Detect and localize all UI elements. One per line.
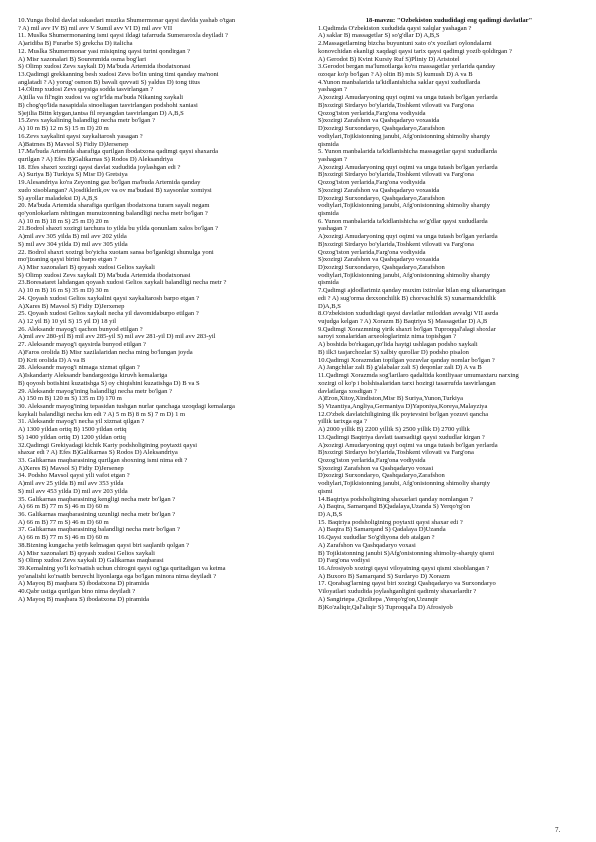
right-column-lines bbox=[318, 25, 580, 612]
text-line: A) Baqtra B) Samarqand S) Qadalaya D)Uzanda bbox=[318, 526, 446, 534]
text-line: vodiylari,Tojikistonning janubi, Afg'onistonning shimoliy sharqiy bbox=[318, 132, 491, 140]
text-line: 22. Bodrol shaxri xozirgi bo'yicha xuotam sansa bo'lgankigi shunulga yoni bbox=[18, 248, 214, 256]
text-line: yashagan ? bbox=[318, 225, 347, 233]
right-column bbox=[318, 17, 580, 611]
text-line: A) 10 m B) 16 m S) 35 m D) 30 m bbox=[18, 287, 109, 295]
text-line: 14.Olimp xudosi Zevs qaysiga sodda tasvirlangan ? bbox=[18, 86, 154, 94]
text-line: A) 150 m B) 120 m S) 135 m D) 170 m bbox=[18, 395, 122, 403]
text-line: S) mil avv 453 yilda D) mil avv 203 yilda bbox=[18, 487, 128, 495]
text-line: S) mil avv 304 yilda D) mil avv 305 yilda bbox=[18, 240, 128, 248]
text-line: A) 66 m B) 77 m S) 46 m D) 60 m bbox=[18, 518, 109, 526]
text-line: 21.Bodrol shaxri xozirgi tarchura to yilda bu yilda qonunlam xalos bo'lgan ? bbox=[18, 225, 218, 233]
text-line: 2.Massagetlarning bizcha buyuntuni xato o'x yozilari oylondalarni bbox=[318, 40, 492, 48]
text-line: A)Xares B) Mavsol S) Fidiy D)Jerxenep bbox=[18, 302, 125, 310]
text-line: A)xozirgi Amudaryoning quyi oqimi va unga tutash bo'lgan yerlarda bbox=[318, 94, 498, 102]
text-line: 9.Qadimgi Xorazmning yirik shaxri bo'lgan Tuproqqal'alagi shoxlar bbox=[318, 325, 496, 333]
text-line: vujudga kelgan ? A) Xorazm B) Baqtriya S) Massagetlar D) A,B bbox=[318, 318, 488, 326]
text-line: 10.Yunga ibolid davlat sukasdari muzika Shumermonar qaysi davlda yashab o'tgan bbox=[18, 17, 236, 24]
text-line: A) Gerodot B) Kvint Kursiy Ruf S)Pliniy D) Aristotel bbox=[318, 55, 460, 63]
text-line: 30. Aleksandr mayog'ining tepasidan tushgan nurlar qanchaga uzoqdagi kemalarga bbox=[18, 402, 235, 410]
text-line: A) Misr xazonalari B) Sourenmida osma bog'lari bbox=[18, 55, 147, 63]
text-line: S)xozirgi Zarafshon va Qashqadaryo voxasida bbox=[318, 117, 440, 125]
text-line: D)A,B,S bbox=[318, 302, 341, 310]
text-line: 17.Ma'buda Artemida sharafiga qurilgan ibodatxona qadimgi qaysi shaxarda bbox=[18, 148, 219, 156]
text-line: B)xozirgi Sirdaryo bo'ylarida,Toshkent vilovati va Farg'ona bbox=[318, 240, 474, 248]
page-number: 7. bbox=[555, 826, 561, 834]
text-line: 29. Aleksandr mayog'ining balandligi necha metr bo'lgan ? bbox=[18, 387, 172, 395]
text-line: 4.Yunon manbalarida ta'kidlanishicha saklar qaysi xududlarda bbox=[318, 78, 481, 86]
text-line: A)xozirgi Amudaryoning quyi oqimi va unga tutash bo'lgan yerlarda bbox=[318, 441, 498, 449]
text-line: A) 66 m B) 77 m S) 46 m D) 60 m bbox=[18, 534, 109, 542]
text-line: Qozog'iston yerlarida,Farg'ona vodiysida bbox=[318, 248, 426, 256]
text-line: 17. Qorabag'larning qaysi biri xozirgi Qashqadaryo va Surxondaryo bbox=[318, 580, 496, 588]
text-line: A) Misr xazonalari B) qoyash xudosi Gelios xaykali bbox=[18, 264, 155, 271]
text-line: A)xozirgi Amudaryoning quyi oqimi va unga tutash bo'lgan yerlarda bbox=[318, 163, 498, 171]
text-line: S) 1400 yildan ortiq D) 1200 yildan ortiq bbox=[18, 433, 126, 441]
text-line: 10.Qadimgi Xorazmdan topilgan yozuvlar qanday nomlar bo'lgan ? bbox=[318, 356, 495, 364]
text-line: S)xozirgi Zarafshon va Qashqadaryo voxasida bbox=[318, 186, 440, 194]
text-line: S) Vizantiya,Angliya,Germaniya D)Yaponiya,Koreya,Malayziya bbox=[318, 402, 488, 410]
text-line: 12.O'zbek davlatchiligining ilk poytevsini bo'lgan yozuvi qancha bbox=[318, 410, 489, 418]
text-line: A)aridiba B) Furarbe S) grekcha D) italicha bbox=[18, 40, 133, 48]
text-line: Qozog'iston yerlarida,Farg'ona vodiysida bbox=[318, 179, 426, 187]
text-line: A) 12 yil B) 10 yil S) 15 yil D) 18 yil bbox=[18, 318, 117, 326]
text-line: A) 66 m B) 77 m S) 46 m D) 60 m bbox=[18, 503, 109, 511]
text-line: A)Xeres B) Mavsol S) Fidiy D)Jersenep bbox=[18, 464, 124, 472]
text-line: 37. Galikarnas maqbarasining balandligi necha metr bo'lgan ? bbox=[18, 526, 180, 534]
text-line: qismida bbox=[318, 140, 339, 148]
text-line: 14.Baqtriya podsholigining shaxarlari qanday nomlangan ? bbox=[318, 495, 473, 503]
section-heading: 18-mavzu: "Ozbekiston xududidagi eng qadimgi davlatlar" bbox=[365, 17, 533, 24]
text-line: A)Eron,Xitoy,Xindiston,Misr B) Suriya,Yunon,Turkiya bbox=[318, 395, 464, 403]
text-line: D)xozirgi Surxondaryo, Qashqadaryo,Zarafshon bbox=[318, 264, 445, 271]
text-line: A) 10 m B) 12 m S) 15 m D) 20 m bbox=[18, 125, 109, 133]
text-line: B) ilk3 tasjarchozlar S) xalbiy qurollar D) podsho pisalon bbox=[318, 348, 469, 356]
text-line: A)Batrnes B) Mavsol S) Fidiy D)Jersenep bbox=[18, 140, 129, 148]
text-line: A)xozirgi Amudaryoning quyi oqimi va unga tutash bo'lgan yerlarda bbox=[318, 233, 498, 241]
text-line: B)Ko'zaliqir,Qal'aliqir S) Tuproqqal'a D) Afrosiyob bbox=[318, 603, 453, 611]
text-line: S)ejilia Bittn ktygan,tantsa fil reyangdan tasvirlangan D) A,B,S bbox=[18, 109, 184, 117]
text-line: Viloyatlari xududida joylashganligini qadimiy shaxarlardir ? bbox=[318, 588, 477, 596]
text-line: A) boshida bo'rkagan,qo'lida haytgi ushlagan podsho xaykali bbox=[318, 341, 478, 349]
text-line: S) Olimp xudosi Zevs xaykali D) Galikarnas maqbarasi bbox=[18, 557, 164, 565]
text-line: 8.O'zbekiston xududidagi qaysi davlatlar miloddan avvalgi VII asrda bbox=[318, 310, 499, 318]
text-line: 27. Aleksandr mayog'i qaysirda bunyod etilgan ? bbox=[18, 341, 146, 349]
text-line: 24. Qoyash xudosi Gelios xaykalini qaysi xaykaltarosh barpo etgan ? bbox=[18, 294, 200, 302]
text-line: A)Faros orolida B) Misr xazilalaridan necha ming bo'lungan joyda bbox=[18, 348, 193, 356]
text-line: A) Buxoro B) Samarqand S) Surdaryo D) Xorazm bbox=[318, 572, 450, 580]
text-line: 23.Boresataret lahdangan qoyash xudosi Gelios xaykali balandligi necha metr ? bbox=[18, 279, 227, 287]
text-line: S) ayollar maladeksi D) A,B,S bbox=[18, 194, 98, 202]
text-line: vodiylari,Tojikistonning janubi, Afg'onistonning shimoliy sharqiy bbox=[318, 271, 491, 279]
text-line: S) Olimp xudosi Zevs xaykali D) Ma'buda Artemida ibodatxonasi bbox=[18, 63, 191, 71]
text-line: 13.Qadimgi Baqtriya davlati taarsadiigi qaysi xududlar kirgan ? bbox=[318, 433, 485, 441]
text-line: A)Iskandariy Aleksandr bandargoxiga kiruvh kemalariga bbox=[18, 372, 168, 380]
text-line: vodiylari,Tojikistonning janubi, Afg'onistonning shimoliy sharqiy bbox=[318, 202, 491, 210]
text-line: A) saklar B) massagetlar S) so'g'dlar D) A,B,S bbox=[318, 32, 440, 40]
text-line: yo'analishi ko'rsatib beruvchi liyonlarga ega bo'lgan minora nima deyiladi ? bbox=[18, 572, 217, 580]
text-line: 31. Aleksandr mayog'i necha yil xizmat qilgan ? bbox=[18, 418, 145, 426]
text-line: qo'yonlokarlam rshtingan munuizonning balandligi necha metr bo'lgan ? bbox=[18, 209, 208, 217]
text-line: 38.Bizning kungacha yetib kelmagan qaysi biri saqlanib qolgan ? bbox=[18, 541, 190, 549]
text-line: B)xozirgi Sirdaryo bo'ylarida,Toshkent vilovati va Farg'ona bbox=[318, 101, 474, 109]
text-line: 40.Qabr ustiga qurilgan bino nima deyiladi ? bbox=[18, 588, 136, 596]
text-line: A) Sangirtepa ,Qiziltepa ,Yerqo'rg'on,Uzunqir bbox=[318, 595, 439, 603]
text-line: yillik tarixga ega ? bbox=[318, 418, 367, 426]
text-line: D)xozirgi Surxondaryo, Qashqadaryo,Zarafshon bbox=[318, 194, 445, 202]
text-line: D) Farg'ona vodiysi bbox=[318, 557, 370, 565]
text-line: 36. Galikarnas maqbarasining uzunligi necha metr bo'lgan ? bbox=[18, 511, 176, 518]
text-line: 3.Gerodot bergan ma'lumotlarga ko'ra massagetlar yerlarida qanday bbox=[318, 63, 496, 71]
text-line: qismida bbox=[318, 209, 339, 217]
text-line: 16.Qaysi xududlar So'g'diyona deb atalgan ? bbox=[318, 534, 435, 542]
text-line: A) 2000 yillik B) 2200 yillik S) 2500 yillik D) 2700 yillik bbox=[318, 426, 470, 434]
text-line: 39.Kemalning yo'li ko'rsatish uchun chirogni qaysi og'iga quritadigan va keima bbox=[18, 565, 226, 573]
text-line: anglatadi ? A) yorug' osmon B) bavali quvvati S) yaldus D) tong titus bbox=[18, 78, 200, 86]
text-line: A)tilla va fil'ngin xudosi va og'ir'lda ma'buda Nikaning xaykali bbox=[18, 94, 184, 102]
text-line: S) Olimp xudosi Zevs xaykali D) Ma'buda Artemida ibodatxonasi bbox=[18, 271, 191, 279]
text-line: 28. Aleksandr mayog'i nimaga xizmat qilgan ? bbox=[18, 364, 140, 372]
text-line: B) chog'qo'lida nasapidala sinoeliagan tasvirlangan podshohi xaniasi bbox=[18, 101, 198, 109]
text-line: 5. Yunon manbalarida ta'kidlanishicha massagetlar qaysi xududlarda bbox=[318, 148, 497, 156]
text-line: 11. Muslka Shumermonaning ismi qaysi ildagi tafarruda Sumeraroxla deyiladi ? bbox=[18, 32, 228, 40]
text-line: B)xozirgi Sirdaryo bo'ylarida,Toshkent vilovati va Farg'ona bbox=[318, 171, 474, 179]
text-line: D) Krit orolida D) A va B bbox=[18, 356, 86, 364]
text-line: davlatlarga xosdigan ? bbox=[318, 387, 377, 395]
text-line: 7.Qadimgi ajdodlarimiz qanday muxim ixtirolar bilan eng ulkanaringan bbox=[318, 287, 506, 295]
text-line: ozoqar ko'p bo'lgan ? A) oltin B) mis S) kumush D) A va B bbox=[318, 71, 473, 79]
text-line: qurilgan ? A) Efes B)Galikarnas S) Rodos D) Aleksandriya bbox=[18, 155, 173, 163]
text-line: S)xozirgi Zarafshon va Qashqadaryo voxasi bbox=[318, 464, 434, 472]
text-line: 25. Qoyash xudosi Gelios xaykali necha yil davomidaburpo etilgan ? bbox=[18, 310, 199, 318]
text-line: 34. Podsho Mavsol qaysi yili vafot etgan ? bbox=[18, 472, 130, 480]
text-line: shaxar edi ? A) Efes B)Galikarnas S) Rodos D) Aleksandriya bbox=[18, 449, 178, 457]
text-line: D) A,B,S bbox=[318, 511, 343, 518]
text-line: A) Zarafshon va Qashqadaryo voxasi bbox=[318, 541, 416, 549]
text-line: 12. Muslka Shumermonar yasi misiqning qaysi turini qondirgan ? bbox=[18, 47, 191, 55]
text-line: A)mil avv 25 yilda B) mil avv 353 yilda bbox=[18, 480, 124, 488]
text-line: 35. Galikarnas maqbarasining kengligi necha metr bo'lgan ? bbox=[18, 495, 176, 503]
text-line: konovchidan ekanligi xaqdagi qaysi tarix qaysi qadimgi yozib qoldirgan ? bbox=[318, 47, 512, 55]
text-line: A) Mayoq B) maqbara S) ibodatxona D) piramida bbox=[18, 595, 150, 603]
text-line: D)xozirgi Surxondaryo, Qashqadaryo,Zarafshon bbox=[318, 125, 445, 133]
text-line: 19.Alesandriya ko'ra Zeyoning gaz bo'lgan ma'buda Artemida qanday bbox=[18, 179, 201, 187]
text-line: A) Suriya B) Turkiya S) Misr D) Gretsiya bbox=[18, 171, 128, 179]
text-line: yashagan ? bbox=[318, 155, 347, 163]
text-line: 1.Qadimda O'zbekiston xududida qaysi xalqlar yashagan ? bbox=[318, 24, 472, 32]
text-line: A) Mayoq B) maqbara S) ibodatxona D) piramida bbox=[18, 580, 150, 588]
text-line: Qozog'iston yerlarida,Farg'ona vodiysida bbox=[318, 456, 426, 464]
text-line: 26. Aleksandr mayog'i qachon bunyod etilgan ? bbox=[18, 325, 143, 333]
text-line: 32.Qadimgi Grekiyadagi kichik Kariy podsholigining poytaxti qaysi bbox=[18, 441, 198, 449]
text-line: A) Jangchilar zali B) g'alabalar zali S) deqonlar zali D) A va B bbox=[318, 364, 482, 372]
text-line: S)xozirgi Zarafshon va Qashqadaryo voxasida bbox=[318, 256, 440, 264]
text-line: 13.Qadimgi grekkanning besh xudosi Zevs bo'lin uning timi qanday ma'noni bbox=[18, 71, 219, 79]
text-line: xudo xisoblangan? A)osdiklerik,ov va ov ma'budasi B) xaysonlar xomiysi bbox=[18, 186, 212, 194]
text-line: kaykali balandligi necha km edi ? A) 5 m B) 8 m S) 7 m D) 1 m bbox=[18, 410, 186, 418]
text-line: A) 1300 yildan ortiq B) 1500 yildan ortiq bbox=[18, 426, 127, 434]
text-line: vodiylari,Tojikistonning janubi, Afg'onistonning shimoliy sharqiy bbox=[318, 480, 491, 488]
text-line: mo'jizaning qaysi birini barpo etgan ? bbox=[18, 256, 117, 264]
text-line: 15. Baqtriya podsholigining poytaxti qaysi shaxar edi ? bbox=[318, 518, 463, 526]
text-line: A) 10 m B) 18 m S) 25 m D) 20 m bbox=[18, 217, 109, 225]
text-line: 16.Afrosiyob xozirgi qaysi viloyatning qaysi qismi xisoblangan ? bbox=[318, 565, 490, 573]
text-line: edi ? A) sug'orma dexxonchilik B) chorvachilik S) xunarmandchilik bbox=[318, 294, 496, 302]
text-line: A)mil avv 305 yilda B) mil avv 202 yilda bbox=[18, 233, 127, 241]
text-line: 16.Zevs xaykalini qaysi xaykaltarosh yasagan ? bbox=[18, 132, 143, 140]
text-line: 33. Galikarnas maqbarasining qurilgan shoxning ismi nima edi ? bbox=[18, 456, 188, 464]
text-line: B) qoyosh botishini kuzatishga S) oy chiqishini kuzatishga D) B va S bbox=[18, 379, 200, 387]
text-line: Qozog'iston yerlarida,Farg'ona vodiysida bbox=[318, 109, 426, 117]
text-line: 6. Yunon manbalarida ta'kidlanishicha so'g'dlar qaysi xududlarda bbox=[318, 217, 488, 225]
text-line: 20. Ma'buda Artemida sharafiga qurilgan ibodatxona turarn sayali negam bbox=[18, 202, 210, 210]
text-line: 15.Zevs xaykalining balandligi necha metr bo'lgan ? bbox=[18, 117, 155, 125]
text-line: ? A) mil avv IV B) mil avv V Sumil avv VI D) mil avv VII bbox=[18, 24, 173, 32]
text-line: D)xozirgi Surxondaryo, Qashqadaryo,Zarafshon bbox=[318, 472, 445, 480]
text-line: qismida bbox=[318, 279, 339, 287]
text-line: A)mil avv 280-yil B) mil avv 285-yil S) mil avv 281-yil D) mil avv 283-yil bbox=[18, 333, 216, 341]
text-line: A) Baqtra, Samarqand B)Qadalaya,Uzanda S) Yerqo'rg'on bbox=[318, 503, 471, 511]
text-line: A) Misr xazonalari B) qoyash xudosi Gelios xaykali bbox=[18, 549, 155, 557]
text-line: qismi bbox=[318, 487, 333, 495]
text-line: yashagan ? bbox=[318, 86, 347, 94]
text-line: 11.Qadimgi Xorazmda sog'larilaro qadaltida kontliyaar umumaxtaru narxing bbox=[318, 372, 519, 380]
text-line: 18. Efes shaxri xozirgi qaysi davlat xududida joylashgan edi ? bbox=[18, 163, 181, 171]
text-line: xozirgi ol ko'p i bolshisalaridan tarxi hozirgi tasarrufda tasvirlangan bbox=[318, 379, 496, 387]
text-line: B) Tojikistonning janubi S)Afg'onistonning shimoliy-sharqiy qismi bbox=[318, 549, 495, 557]
text-line: saroyi xonalaridan arxeologlarimiz nima topishgan ? bbox=[318, 333, 456, 341]
text-line: B)xozirgi Sirdaryo bo'ylarida,Toshkent vilovati va Farg'ona bbox=[318, 449, 474, 457]
left-column bbox=[18, 17, 306, 604]
